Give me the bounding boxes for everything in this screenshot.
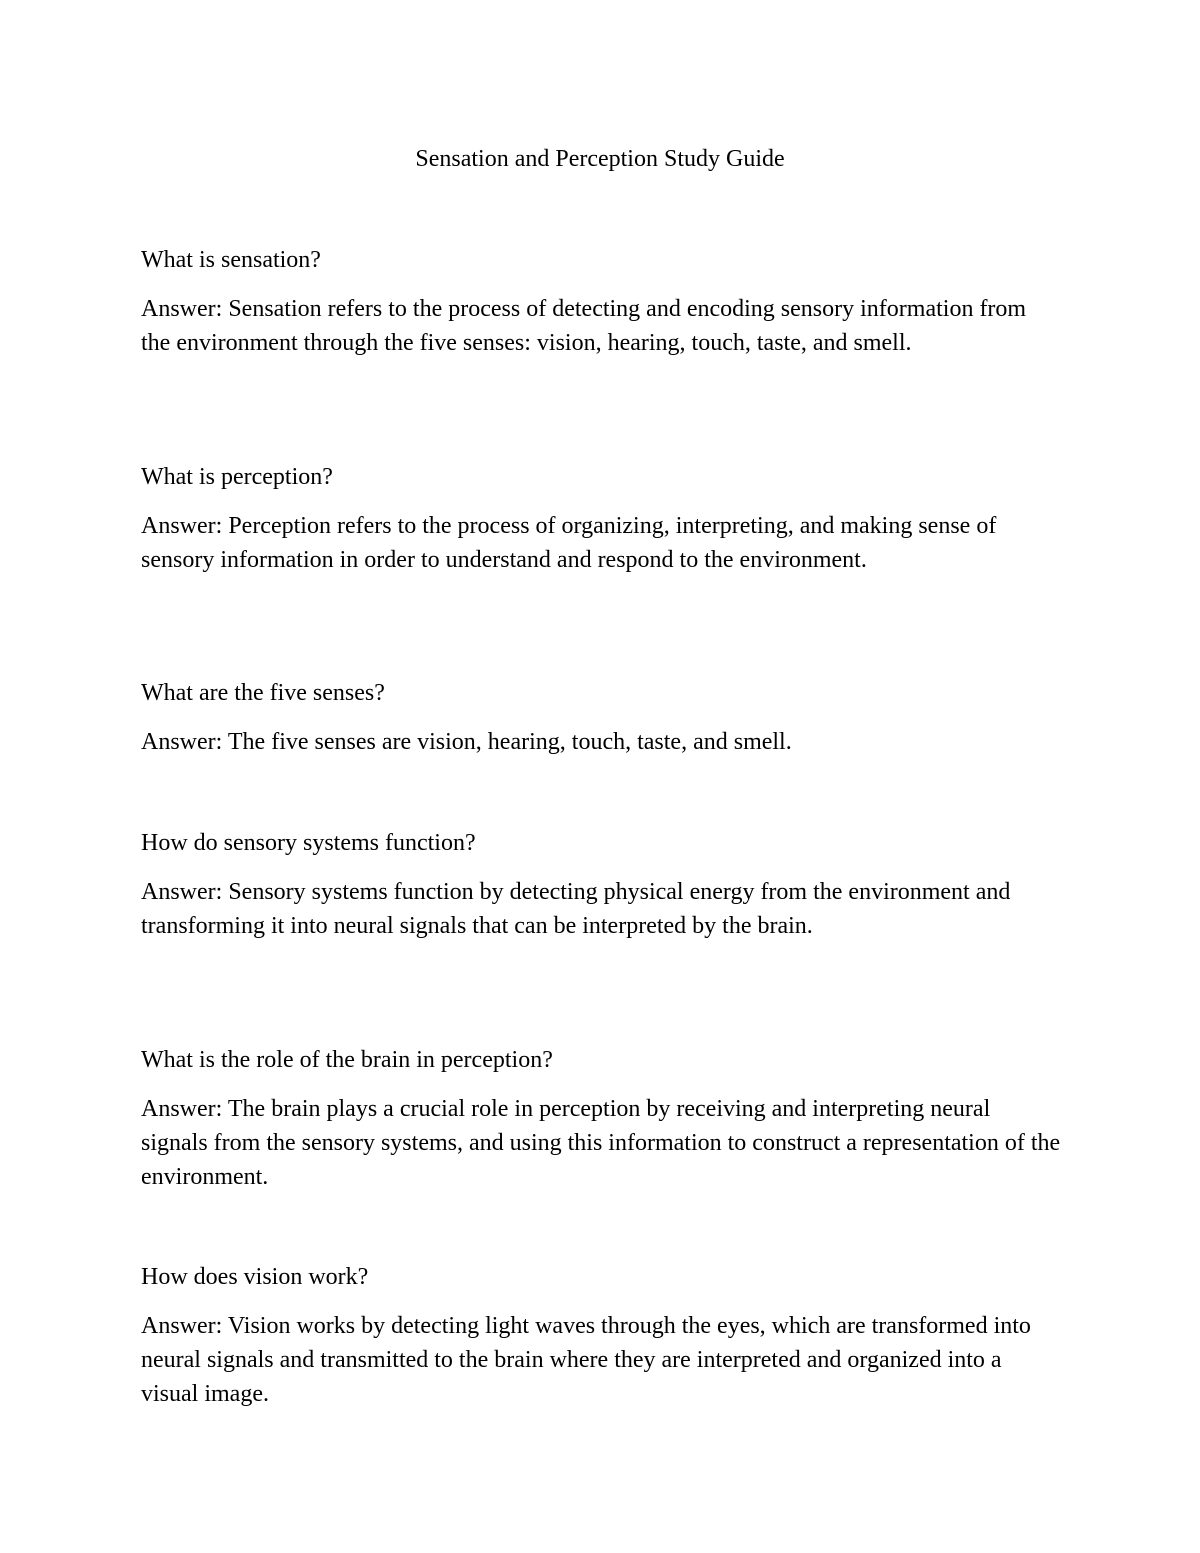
question: What is sensation? — [141, 247, 321, 273]
qa-section-vision — [141, 1260, 1061, 1411]
qa-section-perception — [141, 460, 1061, 577]
document-title: Sensation and Perception Study Guide — [415, 146, 785, 172]
qa-section-sensation — [141, 243, 1061, 360]
question: What is the role of the brain in perception? — [141, 1047, 553, 1073]
answer: Answer: The brain plays a crucial role in perception by receiving and interpreting neural signals from the sensory systems, and using this information to construct a representation of the environment. — [141, 1096, 1061, 1190]
question: What are the five senses? — [141, 680, 385, 706]
answer: Answer: Perception refers to the process of organizing, interpreting, and making sense of sensory information in order to understand and respond to the environment. — [141, 513, 997, 573]
answer: Answer: Sensory systems function by detecting physical energy from the environment and transforming it into neural signals that can be interpreted by the brain. — [141, 879, 1011, 939]
qa-section-five-senses — [141, 676, 1061, 759]
question: How do sensory systems function? — [141, 830, 476, 856]
answer: Answer: Sensation refers to the process of detecting and encoding sensory information from the environment through the five senses: vision, hearing, touch, taste, and smell. — [141, 296, 1027, 356]
answer: Answer: Vision works by detecting light waves through the eyes, which are transformed into neural signals and transmitted to the brain where they are interpreted and organized into a visual image. — [141, 1313, 1031, 1407]
question: What is perception? — [141, 464, 333, 490]
answer: Answer: The five senses are vision, hearing, touch, taste, and smell. — [141, 729, 792, 755]
question: How does vision work? — [141, 1264, 369, 1290]
qa-section-sensory-systems — [141, 826, 1061, 943]
qa-section-brain-role — [141, 1043, 1061, 1194]
